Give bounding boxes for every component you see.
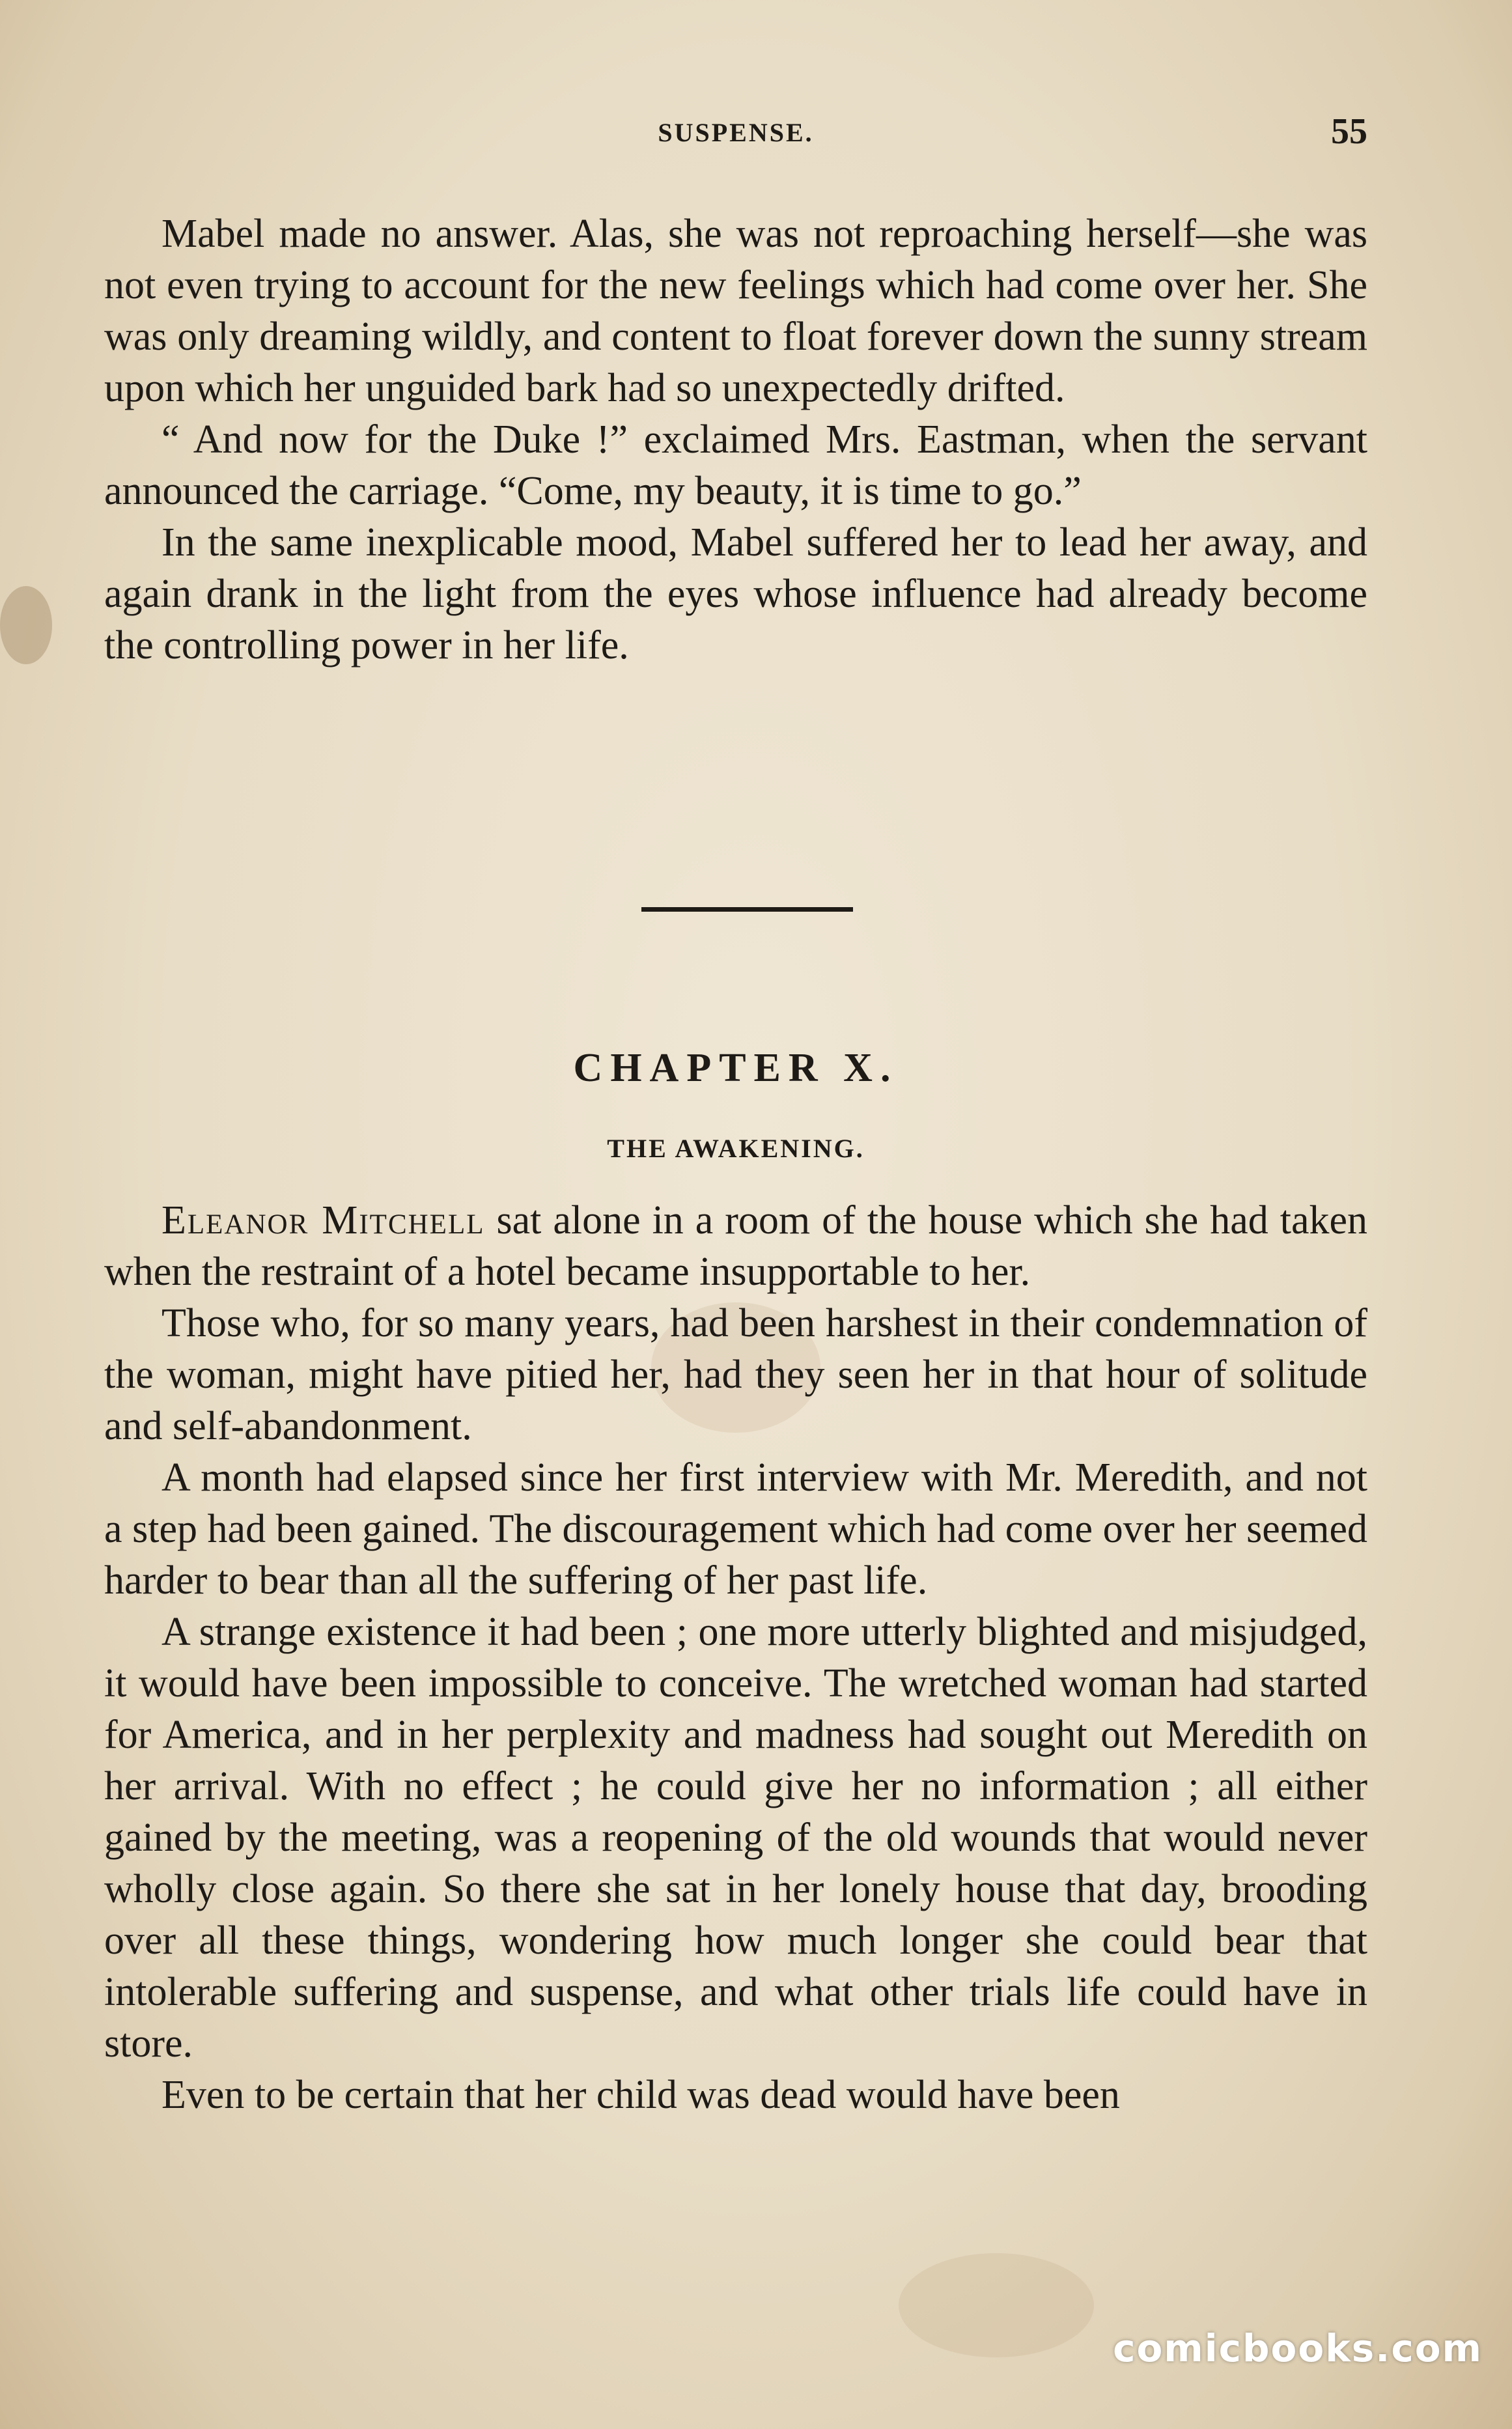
section-divider — [641, 907, 853, 912]
page-stain — [0, 586, 52, 664]
chapter-title: CHAPTER X. — [573, 1046, 899, 1090]
opening-words: Eleanor Mitchell — [161, 1198, 485, 1243]
running-title: SUSPENSE. — [658, 118, 814, 147]
paragraph: Even to be certain that her child was dead would have been — [161, 2073, 1120, 2117]
chapter-subtitle: THE AWAKENING. — [607, 1134, 865, 1163]
paragraph: A month had elapsed since her first interview with Mr. Meredith, and not a step had been gained. The discouragement which had come over her seemed harder to bear than all the suffering of her past life. — [104, 1455, 1367, 1603]
section-end-text — [104, 208, 1367, 671]
paragraph: In the same inexplicable mood, Mabel suffered her to lead her away, and again drank in the light from the eyes whose influence had already become the controlling power in her life. — [104, 520, 1367, 667]
page-number: 55 — [1331, 111, 1367, 152]
opening-paragraph — [104, 1195, 1367, 1298]
opening-paragraph-text: sat alone in a room of the house which she had taken when the restraint of a hotel became insupportable to her. — [104, 1198, 1368, 1294]
chapter-text — [104, 1195, 1367, 2121]
paragraph: A strange existence it had been ; one more utterly blighted and misjudged, it would have been impossible to conceive. The wretched woman had started for America, and in her perplexity and madness had sought out Meredith on her arrival. With no effect ; he could give her no information ; all either gained by the meeting, was a reopening of the old wounds that would never wholly close again. So there she sat in her lonely house that day, brooding over all these things, wondering how much longer she could bear that intolerable suffering and suspense, and what other trials life could have in store. — [104, 1610, 1367, 2066]
paragraph: Mabel made no answer. Alas, she was not reproaching herself—she was not even trying to account for the new feelings which had come over her. She was only dreaming wildly, and content to float forever down the sunny stream upon which her unguided bark had so unexpectedly drifted. — [104, 212, 1367, 410]
watermark: comicbooks.com — [1113, 2326, 1483, 2370]
running-head — [104, 111, 1367, 163]
paragraph: Those who, for so many years, had been harshest in their condemnation of the woman, might have pitied her, had they seen her in that hour of solitude and self-abandonment. — [104, 1301, 1367, 1448]
paragraph: “ And now for the Duke !” exclaimed Mrs. Eastman, when the servant announced the carriage. “Come, my beauty, it is time to go.” — [104, 417, 1367, 513]
page-stain — [899, 2253, 1094, 2357]
